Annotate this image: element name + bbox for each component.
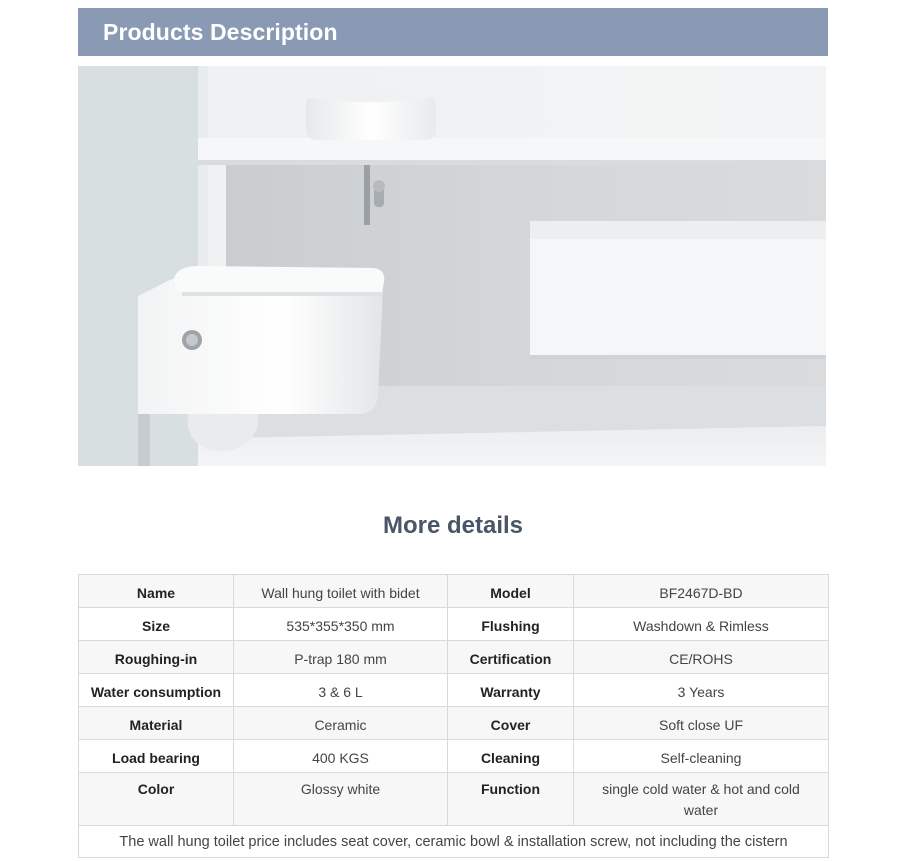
table-row <box>79 608 829 641</box>
spec-value-model: BF2467D-BD <box>574 575 829 608</box>
spec-value-color: Glossy white <box>234 773 448 826</box>
product-specs-table <box>78 574 829 858</box>
product-photo <box>78 66 826 466</box>
spec-label-cover: Cover <box>448 707 574 740</box>
spec-label-load-bearing: Load bearing <box>79 740 234 773</box>
spec-value-material: Ceramic <box>234 707 448 740</box>
spec-label-material: Material <box>79 707 234 740</box>
spec-value-size: 535*355*350 mm <box>234 608 448 641</box>
products-description-banner <box>78 8 828 56</box>
table-row <box>79 740 829 773</box>
spec-label-size: Size <box>79 608 234 641</box>
spec-value-warranty: 3 Years <box>574 674 829 707</box>
spec-label-color: Color <box>79 773 234 826</box>
spec-value-flushing: Washdown & Rimless <box>574 608 829 641</box>
spec-label-flushing: Flushing <box>448 608 574 641</box>
spec-value-water-consumption: 3 & 6 L <box>234 674 448 707</box>
spec-value-load-bearing: 400 KGS <box>234 740 448 773</box>
spec-value-cover: Soft close UF <box>574 707 829 740</box>
spec-value-function: single cold water & hot and cold water <box>574 773 829 826</box>
spec-value-certification: CE/ROHS <box>574 641 829 674</box>
spec-label-cleaning: Cleaning <box>448 740 574 773</box>
spec-label-warranty: Warranty <box>448 674 574 707</box>
spec-label-roughing-in: Roughing-in <box>79 641 234 674</box>
more-details-title: More details <box>382 512 524 539</box>
table-note-row <box>79 826 829 858</box>
spec-label-model: Model <box>448 575 574 608</box>
table-row <box>79 773 829 826</box>
table-row <box>79 674 829 707</box>
table-row <box>79 641 829 674</box>
price-note: The wall hung toilet price includes seat cover, ceramic bowl & installation screw, not including the cistern <box>79 826 829 858</box>
table-row <box>79 707 829 740</box>
spec-label-function: Function <box>448 773 574 826</box>
spec-label-water-consumption: Water consumption <box>79 674 234 707</box>
wall-hung-toilet-illustration <box>78 66 826 466</box>
spec-value-cleaning: Self-cleaning <box>574 740 829 773</box>
banner-title: Products Description <box>103 18 338 45</box>
spec-label-certification: Certification <box>448 641 574 674</box>
spec-label-name: Name <box>79 575 234 608</box>
spec-value-name: Wall hung toilet with bidet <box>234 575 448 608</box>
spec-value-roughing-in: P-trap 180 mm <box>234 641 448 674</box>
table-row <box>79 575 829 608</box>
